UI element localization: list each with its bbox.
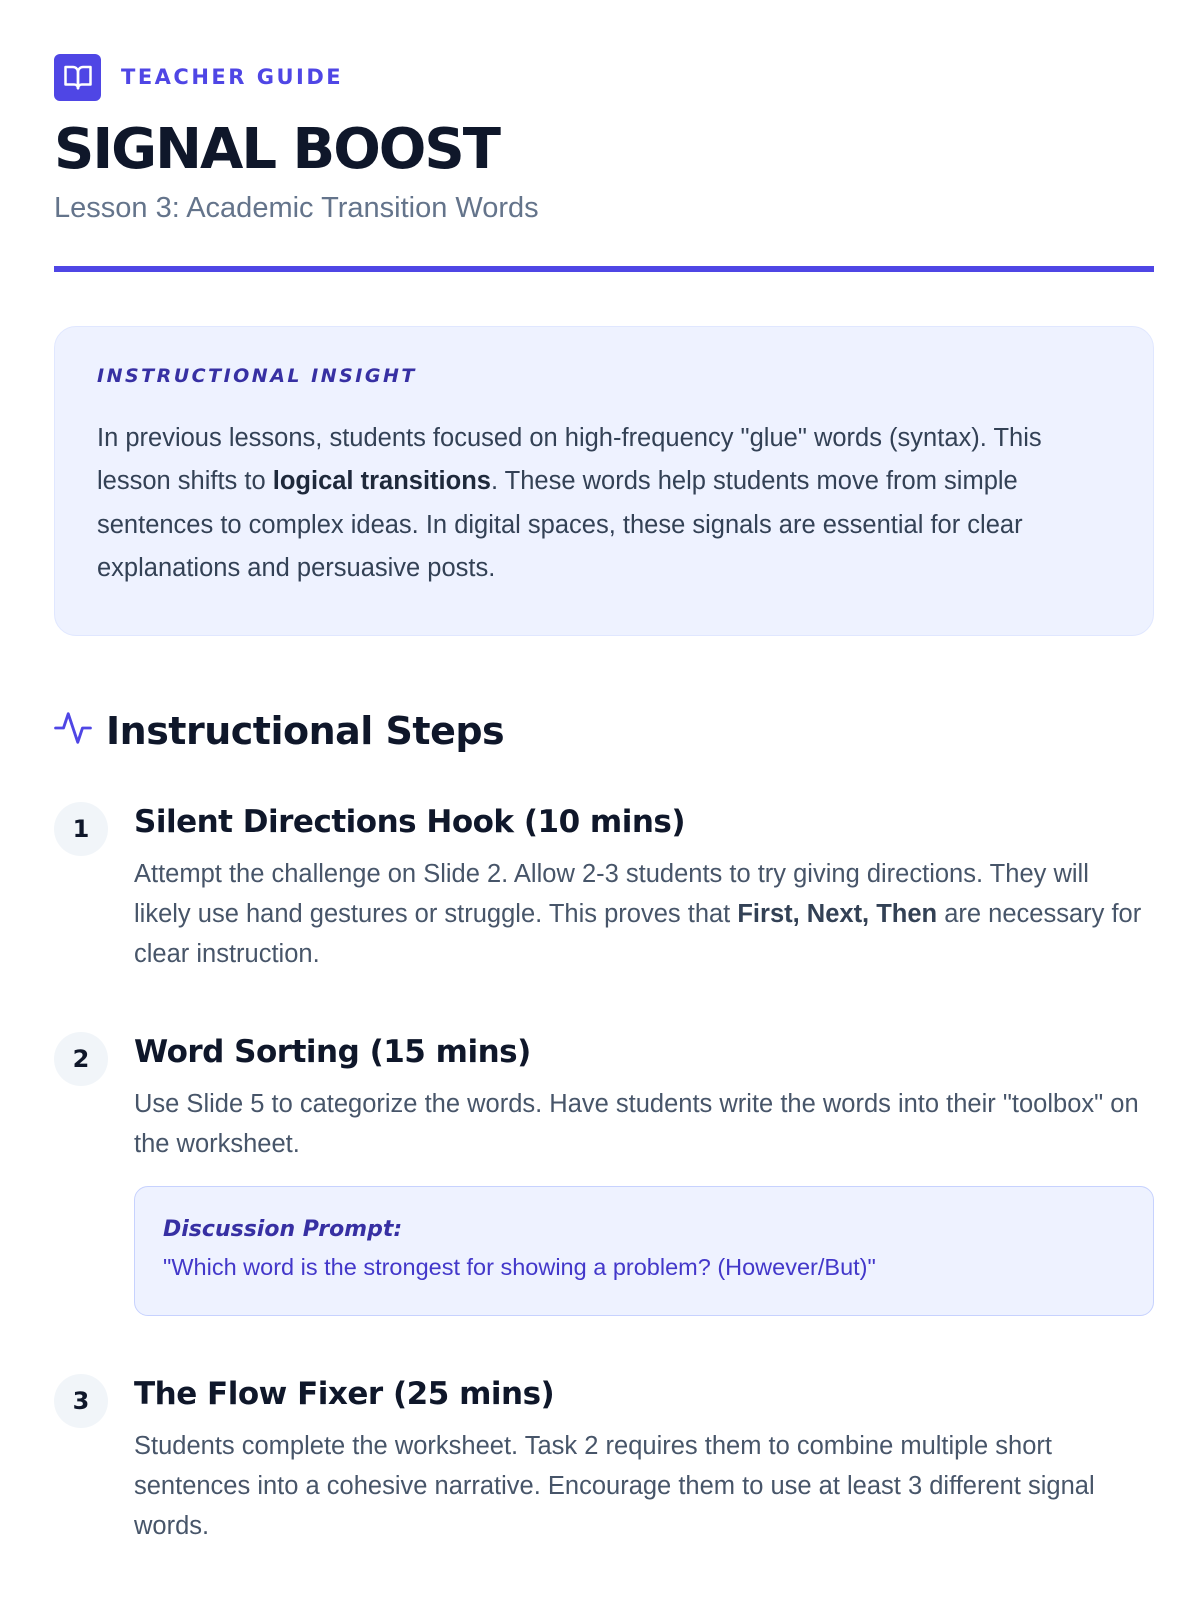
step-emphasis: First, Next, Then <box>737 899 938 928</box>
insight-text: . These words help students move from simple sentences to complex ideas. In digital spaces, these signals are essential for clear explanations and persuasive posts. <box>97 467 1023 583</box>
eyebrow-label: TEACHER GUIDE <box>121 65 344 89</box>
step-description: Use Slide 5 to categorize the words. Have students write the words into their "toolbox" on the worksheet. <box>134 1089 1139 1158</box>
step-description <box>134 854 1146 974</box>
open-book-icon <box>54 54 101 101</box>
instructional-insight-card <box>54 326 1154 636</box>
section-title: Instructional Steps <box>106 708 505 753</box>
insight-text: In previous lessons, students focused on high-frequency "glue" words (syntax). This lesson shifts to <box>97 423 1042 496</box>
step-title: Silent Directions Hook (10 mins) <box>134 803 686 840</box>
step-item <box>54 1030 1146 1316</box>
step-title: Word Sorting (15 mins) <box>134 1033 531 1070</box>
step-number: 3 <box>54 1374 108 1428</box>
steps-section-header <box>54 706 1146 756</box>
discussion-prompt-box <box>134 1186 1154 1316</box>
step-item <box>54 1372 1146 1546</box>
step-text: are necessary for clear instruction. <box>134 899 1142 968</box>
header-divider <box>54 266 1154 272</box>
page-subtitle: Lesson 3: Academic Transition Words <box>54 192 539 224</box>
guide-eyebrow <box>54 54 1146 100</box>
step-text: Attempt the challenge on Slide 2. Allow 2-3 students to try giving directions. They will likely use hand gestures or struggle. This proves that <box>134 859 1089 928</box>
discussion-prompt-label: Discussion Prompt: <box>163 1216 403 1242</box>
page-title: SIGNAL BOOST <box>54 117 499 182</box>
insight-body <box>97 417 1111 591</box>
step-number: 2 <box>54 1032 108 1086</box>
insight-label: INSTRUCTIONAL INSIGHT <box>97 364 417 387</box>
step-title: The Flow Fixer (25 mins) <box>134 1375 555 1412</box>
step-item <box>54 800 1146 974</box>
step-description: Students complete the worksheet. Task 2 requires them to combine multiple short sentences into a cohesive narrative. Encourage them to use at least 3 different signal words. <box>134 1431 1095 1540</box>
step-number: 1 <box>54 802 108 856</box>
insight-emphasis: logical transitions <box>272 467 491 496</box>
activity-pulse-icon <box>54 709 92 752</box>
discussion-prompt-text: "Which word is the strongest for showing a problem? (However/But)" <box>163 1253 876 1280</box>
